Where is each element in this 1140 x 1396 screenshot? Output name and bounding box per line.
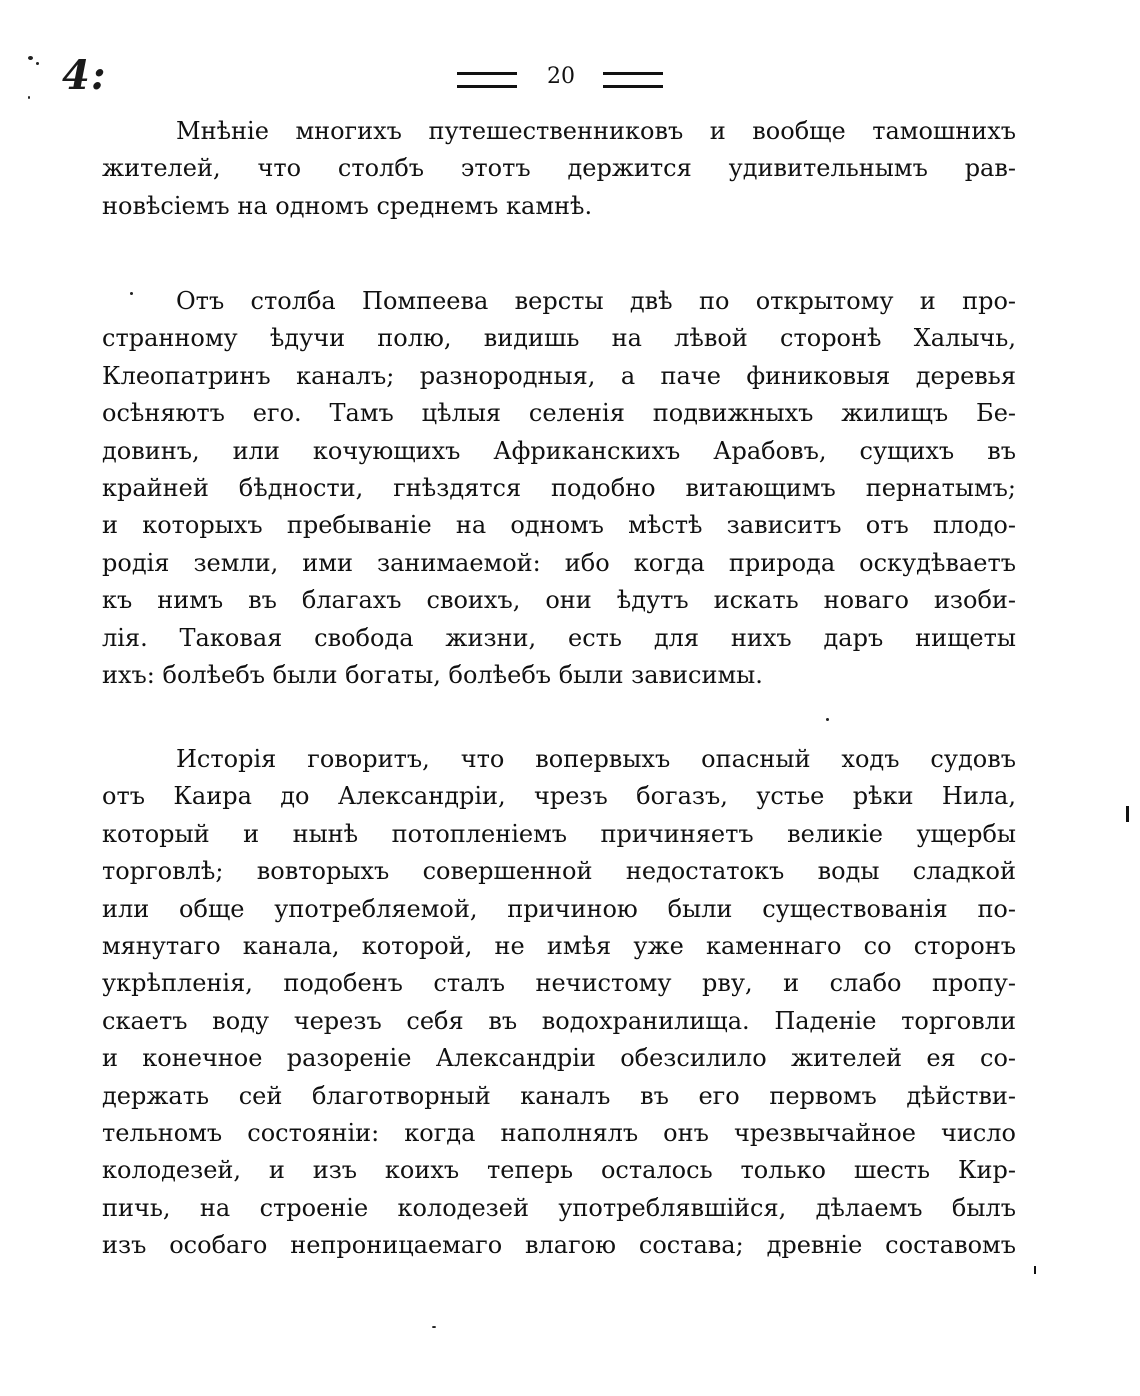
scan-edge-mark xyxy=(1034,1266,1036,1274)
ink-speck xyxy=(826,718,829,721)
text-line: осѣняютъ его. Тамъ цѣлыя селенія подвижныхъ жилищъ Бе- xyxy=(102,399,1016,428)
text-line: или обще употребляемой, причиною были существованія по- xyxy=(102,894,1016,923)
text-line: Мнѣніе многихъ путешественниковъ и вообще тамошнихъ xyxy=(176,117,1016,145)
text-line: родія земли, ими занимаемой: ибо когда природа оскудѣваетъ xyxy=(102,548,1016,577)
text-line: тельномъ состояніи: когда наполнялъ онъ чрезвычайное число xyxy=(102,1118,1016,1147)
text-line: ихъ: болѣебъ были богаты, болѣебъ были зависимы. xyxy=(102,660,763,689)
text-line: крайней бѣдности, гнѣздятся подобно витающимъ пернатымъ; xyxy=(102,473,1016,502)
text-line: скаетъ воду черезъ себя въ водохранилища. Паденіе торговли xyxy=(102,1006,1016,1035)
text-line: лія. Таковая свобода жизни, есть для нихъ даръ нищеты xyxy=(102,623,1016,652)
text-line: странному ѣдучи полю, видишь на лѣвой сторонѣ Халычь, xyxy=(102,324,1016,353)
paragraph-3 xyxy=(102,741,1016,1264)
paragraph-2 xyxy=(102,283,1016,694)
ink-speck xyxy=(28,96,30,99)
text-line: пичь, на строеніе колодезей употреблявшійся, дѣлаемъ былъ xyxy=(102,1193,1016,1222)
text-line: жителей, что столбъ этотъ держится удивительнымъ рав- xyxy=(102,154,1016,183)
text-line: торговлѣ; вовторыхъ совершенной недостатокъ воды сладкой xyxy=(102,857,1016,886)
header-rule-left xyxy=(457,72,517,88)
header-rule-right xyxy=(603,72,663,88)
text-line: новѣсіемъ на одномъ среднемъ камнѣ. xyxy=(102,191,593,220)
ink-speck xyxy=(432,1326,436,1328)
scan-edge-mark xyxy=(1126,806,1129,822)
paragraph-1 xyxy=(102,113,1016,225)
text-line: Отъ столба Помпеева версты двѣ по открытому и про- xyxy=(176,287,1016,315)
ink-speck xyxy=(28,56,33,60)
text-line: и конечное разореніе Александріи обезсилило жителей ея со- xyxy=(102,1044,1016,1073)
handwritten-margin-note: 4: xyxy=(62,52,107,99)
text-line: къ нимъ въ благахъ своихъ, они ѣдутъ искать новаго изоби- xyxy=(102,586,1016,615)
text-line: держать сей благотворный каналъ въ его первомъ дѣйстви- xyxy=(102,1081,1016,1110)
text-line: укрѣпленія, подобенъ сталъ нечистому рву, и слабо пропу- xyxy=(102,969,1016,998)
page-number: 20 xyxy=(547,64,575,89)
text-line: мянутаго канала, которой, не имѣя уже каменнаго со сторонъ xyxy=(102,931,1016,960)
ink-speck xyxy=(130,292,133,295)
page-header xyxy=(0,64,1140,92)
text-line: Исторія говоритъ, что вопервыхъ опасный ходъ судовъ xyxy=(176,745,1016,773)
text-line: который и нынѣ потопленіемъ причиняетъ великіе ущербы xyxy=(102,819,1016,848)
text-line: Клеопатринъ каналъ; разнородныя, а паче финиковыя деревья xyxy=(102,361,1016,390)
text-line: изъ особаго непроницаемаго влагою состава; древніе составомъ xyxy=(102,1231,1016,1260)
text-line: отъ Каира до Александріи, чрезъ богазъ, устье рѣки Нила, xyxy=(102,782,1016,811)
text-line: колодезей, и изъ коихъ теперь осталось только шесть Кир- xyxy=(102,1156,1016,1185)
text-line: довинъ, или кочующихъ Африканскихъ Арабовъ, сущихъ въ xyxy=(102,436,1016,465)
text-line: и которыхъ пребываніе на одномъ мѣстѣ зависитъ отъ плодо- xyxy=(102,511,1016,540)
